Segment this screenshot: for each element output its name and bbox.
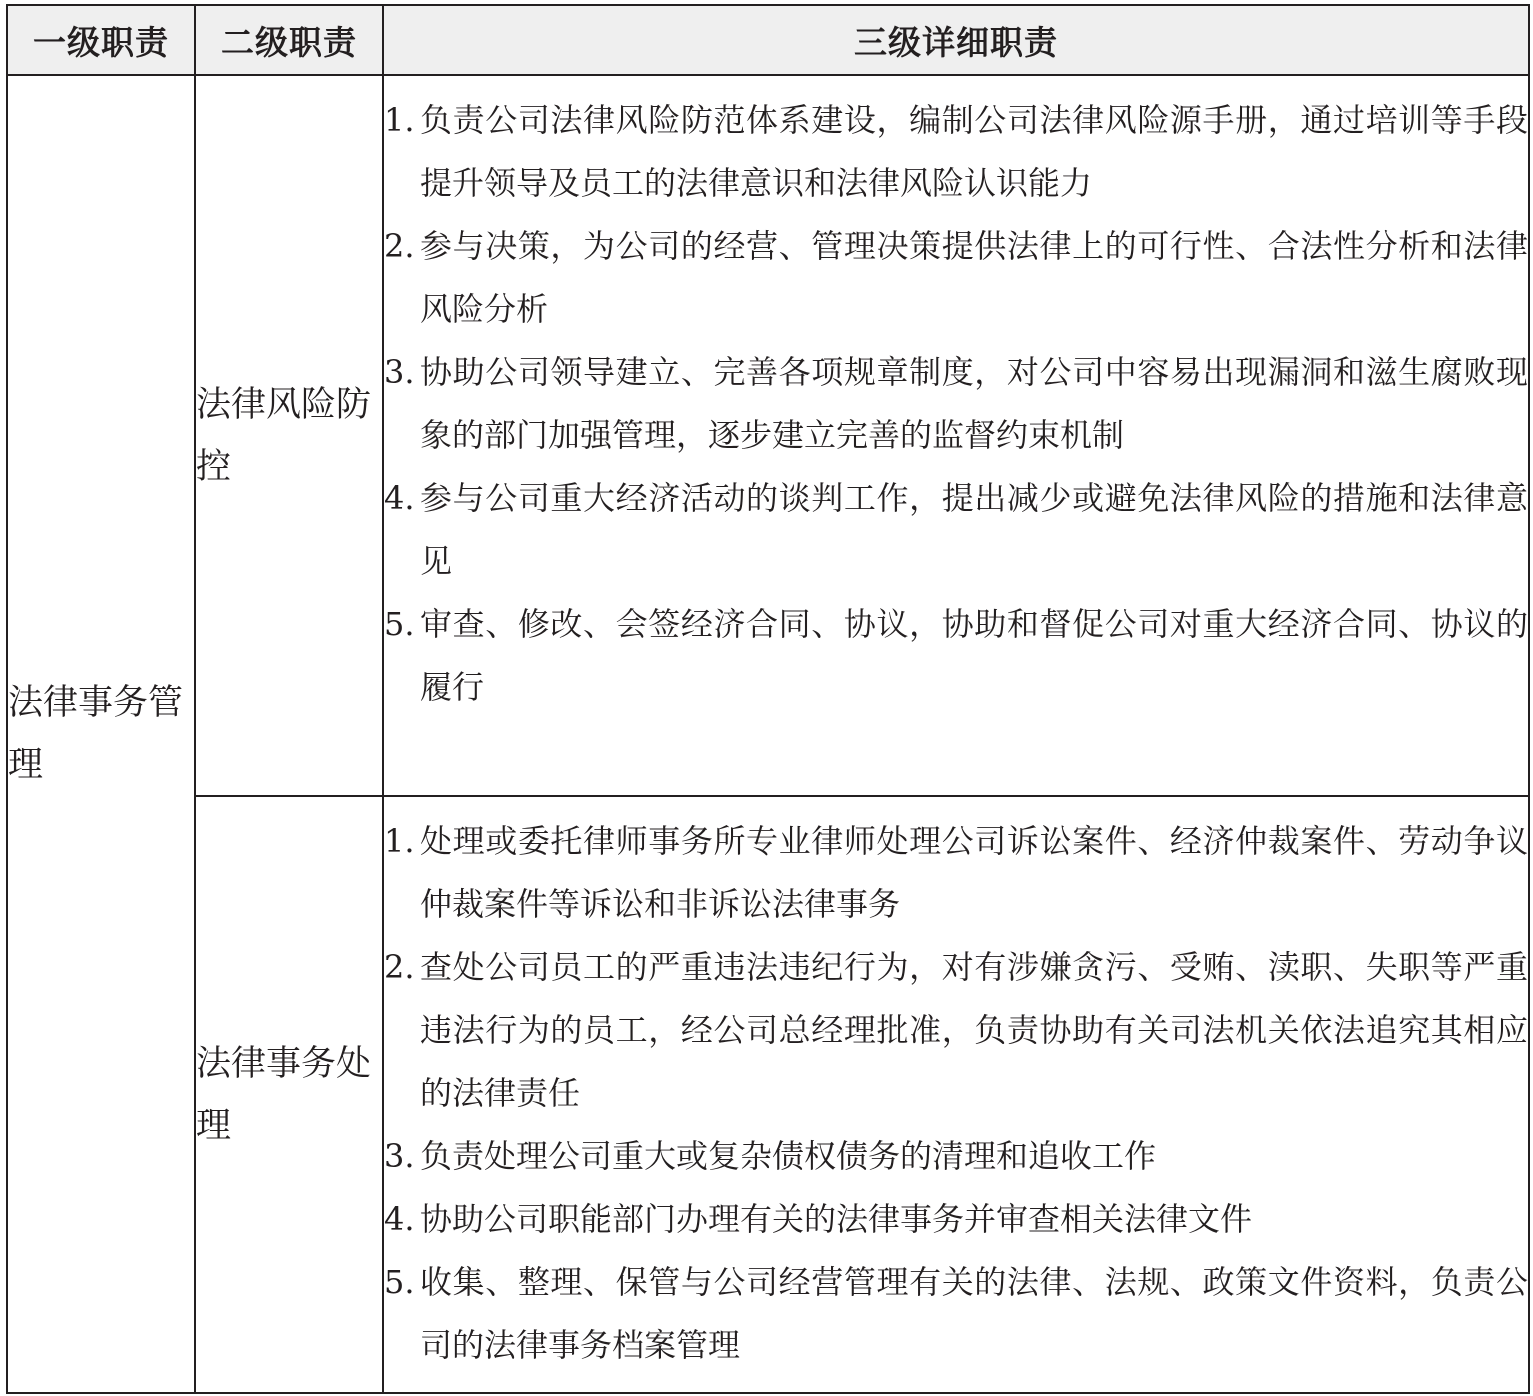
- level3-cell-risk-control: [383, 75, 1529, 796]
- header-level2: 二级职责: [195, 5, 383, 75]
- item-number: 3.: [384, 1137, 415, 1175]
- item-text: 参与决策，为公司的经营、管理决策提供法律上的可行性、合法性分析和法律风险分析: [420, 227, 1528, 328]
- item-text: 参与公司重大经济活动的谈判工作，提出减少或避免法律风险的措施和法律意见: [420, 479, 1528, 580]
- header-level3: 三级详细职责: [383, 5, 1529, 75]
- list-item: [384, 593, 1528, 719]
- table-row: [7, 796, 1529, 1393]
- item-text: 协助公司职能部门办理有关的法律事务并审查相关法律文件: [420, 1200, 1253, 1238]
- level2-cell-affairs-handling: 法律事务处理: [195, 796, 383, 1393]
- duty-list: [384, 810, 1528, 1377]
- list-item: [384, 89, 1528, 215]
- item-text: 收集、整理、保管与公司经营管理有关的法律、法规、政策文件资料，负责公司的法律事务档案管理: [420, 1263, 1528, 1364]
- item-text: 负责处理公司重大或复杂债权债务的清理和追收工作: [420, 1137, 1157, 1175]
- item-text: 查处公司员工的严重违法违纪行为，对有涉嫌贪污、受贿、渎职、失职等严重违法行为的员工，经公司总经理批准，负责协助有关司法机关依法追究其相应的法律责任: [420, 948, 1528, 1112]
- level2-cell-risk-control: 法律风险防控: [195, 75, 383, 796]
- item-text: 协助公司领导建立、完善各项规章制度，对公司中容易出现漏洞和滋生腐败现象的部门加强管理，逐步建立完善的监督约束机制: [420, 353, 1528, 454]
- item-text: 审查、修改、会签经济合同、协议，协助和督促公司对重大经济合同、协议的履行: [420, 605, 1528, 706]
- header-level1: 一级职责: [7, 5, 195, 75]
- list-item: [384, 1251, 1528, 1377]
- item-number: 1.: [384, 822, 415, 860]
- item-number: 5.: [384, 1263, 415, 1301]
- level1-cell: 法律事务管理: [7, 75, 195, 1393]
- level3-cell-affairs-handling: [383, 796, 1529, 1393]
- item-number: 2.: [384, 948, 415, 986]
- list-item: [384, 215, 1528, 341]
- item-number: 3.: [384, 353, 415, 391]
- list-item: [384, 1125, 1528, 1188]
- item-number: 1.: [384, 101, 415, 139]
- list-item: [384, 936, 1528, 1125]
- list-item: [384, 467, 1528, 593]
- item-number: 5.: [384, 605, 415, 643]
- item-number: 2.: [384, 227, 415, 265]
- header-row: [7, 5, 1529, 75]
- item-number: 4.: [384, 1200, 415, 1238]
- list-item: [384, 810, 1528, 936]
- item-text: 负责公司法律风险防范体系建设，编制公司法律风险源手册，通过培训等手段提升领导及员工的法律意识和法律风险认识能力: [420, 101, 1528, 202]
- duty-list: [384, 89, 1528, 719]
- table-row: [7, 75, 1529, 796]
- item-number: 4.: [384, 479, 415, 517]
- list-item: [384, 1188, 1528, 1251]
- list-item: [384, 341, 1528, 467]
- duties-table: [6, 4, 1530, 1394]
- item-text: 处理或委托律师事务所专业律师处理公司诉讼案件、经济仲裁案件、劳动争议仲裁案件等诉讼和非诉讼法律事务: [420, 822, 1528, 923]
